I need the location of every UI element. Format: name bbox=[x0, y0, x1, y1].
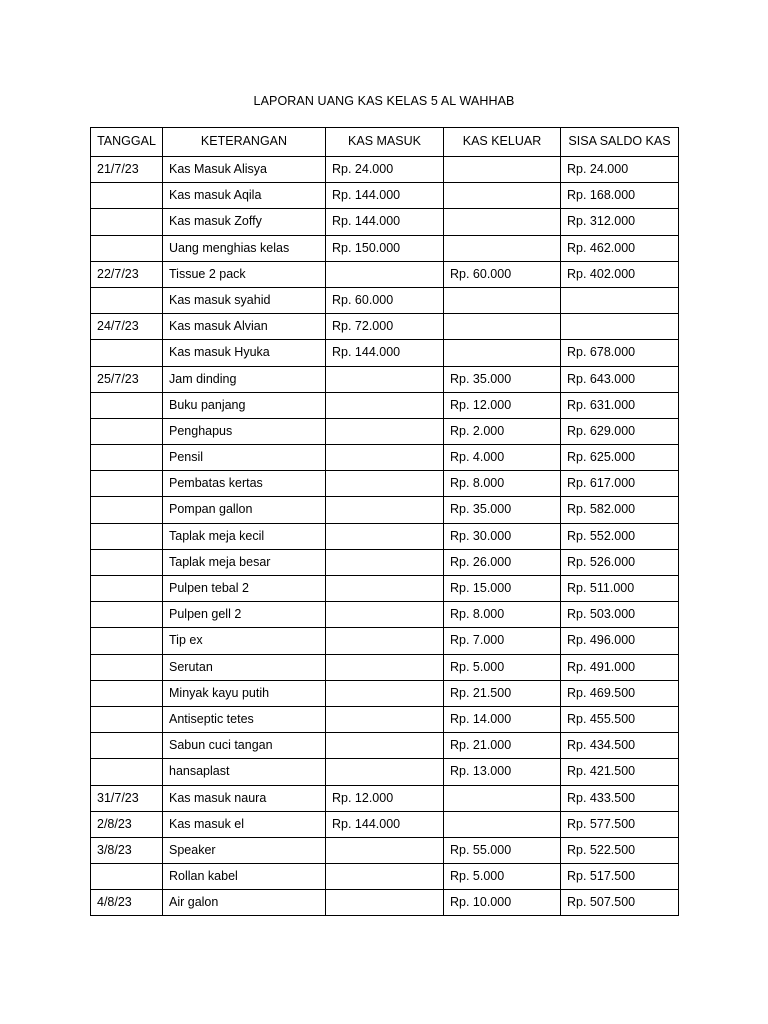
cell-balance: Rp. 643.000 bbox=[561, 366, 679, 392]
cell-date bbox=[91, 287, 163, 313]
cell-cash-out bbox=[444, 209, 561, 235]
cell-cash-out: Rp. 15.000 bbox=[444, 576, 561, 602]
table-row bbox=[91, 654, 679, 680]
cell-cash-in: Rp. 150.000 bbox=[326, 235, 444, 261]
cell-cash-in bbox=[326, 837, 444, 863]
cell-cash-out: Rp. 13.000 bbox=[444, 759, 561, 785]
cell-cash-out: Rp. 35.000 bbox=[444, 497, 561, 523]
cell-balance: Rp. 631.000 bbox=[561, 392, 679, 418]
table-row bbox=[91, 366, 679, 392]
cell-cash-in: Rp. 24.000 bbox=[326, 157, 444, 183]
cell-cash-out bbox=[444, 340, 561, 366]
column-header-date: TANGGAL bbox=[91, 128, 163, 157]
cell-balance: Rp. 507.500 bbox=[561, 890, 679, 916]
cell-description: Kas Masuk Alisya bbox=[163, 157, 326, 183]
table-row bbox=[91, 680, 679, 706]
cell-cash-in bbox=[326, 706, 444, 732]
cell-cash-out bbox=[444, 183, 561, 209]
table-row bbox=[91, 209, 679, 235]
cell-cash-in: Rp. 60.000 bbox=[326, 287, 444, 313]
cell-balance: Rp. 503.000 bbox=[561, 602, 679, 628]
cell-cash-out: Rp. 7.000 bbox=[444, 628, 561, 654]
cell-description: Minyak kayu putih bbox=[163, 680, 326, 706]
cell-description: Uang menghias kelas bbox=[163, 235, 326, 261]
cell-description: Air galon bbox=[163, 890, 326, 916]
table-row bbox=[91, 418, 679, 444]
cell-cash-in bbox=[326, 549, 444, 575]
cell-balance: Rp. 402.000 bbox=[561, 261, 679, 287]
table-row bbox=[91, 157, 679, 183]
table-row bbox=[91, 235, 679, 261]
cell-date bbox=[91, 654, 163, 680]
cell-cash-out: Rp. 12.000 bbox=[444, 392, 561, 418]
table-row bbox=[91, 261, 679, 287]
cell-cash-in bbox=[326, 418, 444, 444]
cell-description: Sabun cuci tangan bbox=[163, 733, 326, 759]
cell-date bbox=[91, 576, 163, 602]
cell-balance: Rp. 312.000 bbox=[561, 209, 679, 235]
cell-balance: Rp. 421.500 bbox=[561, 759, 679, 785]
cell-date: 24/7/23 bbox=[91, 314, 163, 340]
cell-date bbox=[91, 392, 163, 418]
column-header-cash-out: KAS KELUAR bbox=[444, 128, 561, 157]
cell-cash-out bbox=[444, 314, 561, 340]
cell-cash-out: Rp. 8.000 bbox=[444, 602, 561, 628]
cell-cash-out: Rp. 35.000 bbox=[444, 366, 561, 392]
cell-description: Pensil bbox=[163, 445, 326, 471]
cell-balance: Rp. 617.000 bbox=[561, 471, 679, 497]
cell-cash-out: Rp. 8.000 bbox=[444, 471, 561, 497]
table-row bbox=[91, 314, 679, 340]
table-row bbox=[91, 287, 679, 313]
cell-description: Taplak meja besar bbox=[163, 549, 326, 575]
cell-balance: Rp. 629.000 bbox=[561, 418, 679, 444]
cell-date bbox=[91, 706, 163, 732]
cell-cash-in bbox=[326, 576, 444, 602]
document-title: LAPORAN UANG KAS KELAS 5 AL WAHHAB bbox=[253, 94, 515, 108]
cell-cash-out: Rp. 4.000 bbox=[444, 445, 561, 471]
cell-cash-out bbox=[444, 157, 561, 183]
cell-cash-in bbox=[326, 445, 444, 471]
cell-description: Kas masuk syahid bbox=[163, 287, 326, 313]
cell-balance: Rp. 678.000 bbox=[561, 340, 679, 366]
table-row bbox=[91, 628, 679, 654]
cell-cash-out bbox=[444, 811, 561, 837]
cell-cash-out: Rp. 5.000 bbox=[444, 654, 561, 680]
cell-balance: Rp. 577.500 bbox=[561, 811, 679, 837]
cell-description: Buku panjang bbox=[163, 392, 326, 418]
cell-date bbox=[91, 523, 163, 549]
table-row bbox=[91, 759, 679, 785]
cell-date bbox=[91, 497, 163, 523]
table-row bbox=[91, 890, 679, 916]
cell-cash-out: Rp. 30.000 bbox=[444, 523, 561, 549]
cell-description: Tissue 2 pack bbox=[163, 261, 326, 287]
cell-balance: Rp. 434.500 bbox=[561, 733, 679, 759]
table-row bbox=[91, 733, 679, 759]
cell-balance: Rp. 462.000 bbox=[561, 235, 679, 261]
cell-cash-out: Rp. 21.500 bbox=[444, 680, 561, 706]
cell-description: Penghapus bbox=[163, 418, 326, 444]
cell-date bbox=[91, 183, 163, 209]
cell-date: 3/8/23 bbox=[91, 837, 163, 863]
cell-date bbox=[91, 549, 163, 575]
cell-cash-out: Rp. 14.000 bbox=[444, 706, 561, 732]
cell-cash-in bbox=[326, 890, 444, 916]
cell-date bbox=[91, 418, 163, 444]
cell-description: Kas masuk Zoffy bbox=[163, 209, 326, 235]
cell-date bbox=[91, 759, 163, 785]
cell-cash-out: Rp. 26.000 bbox=[444, 549, 561, 575]
cell-date: 21/7/23 bbox=[91, 157, 163, 183]
cell-cash-in bbox=[326, 864, 444, 890]
cell-date bbox=[91, 209, 163, 235]
table-row bbox=[91, 837, 679, 863]
cell-balance: Rp. 517.500 bbox=[561, 864, 679, 890]
cell-description: Rollan kabel bbox=[163, 864, 326, 890]
cell-cash-in bbox=[326, 497, 444, 523]
cell-description: Pembatas kertas bbox=[163, 471, 326, 497]
cell-balance: Rp. 522.500 bbox=[561, 837, 679, 863]
cell-description: Kas masuk Aqila bbox=[163, 183, 326, 209]
cell-cash-in bbox=[326, 366, 444, 392]
cash-report-table bbox=[90, 127, 679, 916]
cell-balance: Rp. 24.000 bbox=[561, 157, 679, 183]
cell-date bbox=[91, 471, 163, 497]
table-row bbox=[91, 706, 679, 732]
cell-cash-out: Rp. 5.000 bbox=[444, 864, 561, 890]
cell-cash-out bbox=[444, 785, 561, 811]
cell-cash-out: Rp. 60.000 bbox=[444, 261, 561, 287]
cell-balance: Rp. 582.000 bbox=[561, 497, 679, 523]
table-row bbox=[91, 183, 679, 209]
cell-description: Pulpen gell 2 bbox=[163, 602, 326, 628]
column-header-balance: SISA SALDO KAS bbox=[561, 128, 679, 157]
cell-description: Kas masuk el bbox=[163, 811, 326, 837]
cell-cash-in bbox=[326, 733, 444, 759]
cell-cash-out: Rp. 10.000 bbox=[444, 890, 561, 916]
cell-description: Serutan bbox=[163, 654, 326, 680]
cell-cash-in: Rp. 144.000 bbox=[326, 183, 444, 209]
cell-cash-in bbox=[326, 759, 444, 785]
cell-cash-out: Rp. 21.000 bbox=[444, 733, 561, 759]
table-header-row bbox=[91, 128, 679, 157]
table-row bbox=[91, 340, 679, 366]
cell-date bbox=[91, 733, 163, 759]
table-body bbox=[91, 157, 679, 916]
cell-cash-in: Rp. 144.000 bbox=[326, 811, 444, 837]
cell-cash-in bbox=[326, 602, 444, 628]
cell-balance: Rp. 491.000 bbox=[561, 654, 679, 680]
cell-balance: Rp. 511.000 bbox=[561, 576, 679, 602]
cell-cash-out: Rp. 55.000 bbox=[444, 837, 561, 863]
table-row bbox=[91, 811, 679, 837]
cell-balance: Rp. 552.000 bbox=[561, 523, 679, 549]
cell-description: Kas masuk Hyuka bbox=[163, 340, 326, 366]
cell-date bbox=[91, 235, 163, 261]
cell-date bbox=[91, 340, 163, 366]
cell-cash-in bbox=[326, 471, 444, 497]
cell-cash-in bbox=[326, 523, 444, 549]
cell-cash-out: Rp. 2.000 bbox=[444, 418, 561, 444]
cell-description: Antiseptic tetes bbox=[163, 706, 326, 732]
table-row bbox=[91, 497, 679, 523]
cell-description: Kas masuk naura bbox=[163, 785, 326, 811]
cell-description: Kas masuk Alvian bbox=[163, 314, 326, 340]
cell-cash-in: Rp. 144.000 bbox=[326, 340, 444, 366]
table-row bbox=[91, 523, 679, 549]
table-row bbox=[91, 471, 679, 497]
cell-description: Speaker bbox=[163, 837, 326, 863]
cell-date bbox=[91, 680, 163, 706]
column-header-description: KETERANGAN bbox=[163, 128, 326, 157]
cell-cash-in bbox=[326, 261, 444, 287]
cell-description: Tip ex bbox=[163, 628, 326, 654]
table-row bbox=[91, 392, 679, 418]
cell-cash-out bbox=[444, 287, 561, 313]
cell-balance bbox=[561, 314, 679, 340]
cell-description: Pompan gallon bbox=[163, 497, 326, 523]
cell-date bbox=[91, 628, 163, 654]
cell-cash-in bbox=[326, 654, 444, 680]
cell-balance: Rp. 168.000 bbox=[561, 183, 679, 209]
table-row bbox=[91, 864, 679, 890]
cell-balance: Rp. 526.000 bbox=[561, 549, 679, 575]
cell-balance bbox=[561, 287, 679, 313]
table-row bbox=[91, 602, 679, 628]
cell-date bbox=[91, 602, 163, 628]
cell-balance: Rp. 625.000 bbox=[561, 445, 679, 471]
cell-balance: Rp. 433.500 bbox=[561, 785, 679, 811]
cell-balance: Rp. 469.500 bbox=[561, 680, 679, 706]
cell-description: hansaplast bbox=[163, 759, 326, 785]
cell-date: 22/7/23 bbox=[91, 261, 163, 287]
cell-cash-in bbox=[326, 628, 444, 654]
cell-date: 4/8/23 bbox=[91, 890, 163, 916]
cell-description: Taplak meja kecil bbox=[163, 523, 326, 549]
cell-cash-in: Rp. 72.000 bbox=[326, 314, 444, 340]
cell-cash-in: Rp. 12.000 bbox=[326, 785, 444, 811]
cell-date bbox=[91, 445, 163, 471]
column-header-cash-in: KAS MASUK bbox=[326, 128, 444, 157]
cell-balance: Rp. 455.500 bbox=[561, 706, 679, 732]
table-row bbox=[91, 576, 679, 602]
table-row bbox=[91, 785, 679, 811]
table-row bbox=[91, 549, 679, 575]
cell-date: 31/7/23 bbox=[91, 785, 163, 811]
cell-cash-in bbox=[326, 392, 444, 418]
cell-description: Pulpen tebal 2 bbox=[163, 576, 326, 602]
cell-cash-in bbox=[326, 680, 444, 706]
cell-balance: Rp. 496.000 bbox=[561, 628, 679, 654]
table-row bbox=[91, 445, 679, 471]
cell-date: 2/8/23 bbox=[91, 811, 163, 837]
cell-cash-out bbox=[444, 235, 561, 261]
cell-cash-in: Rp. 144.000 bbox=[326, 209, 444, 235]
cell-date: 25/7/23 bbox=[91, 366, 163, 392]
cell-description: Jam dinding bbox=[163, 366, 326, 392]
cell-date bbox=[91, 864, 163, 890]
